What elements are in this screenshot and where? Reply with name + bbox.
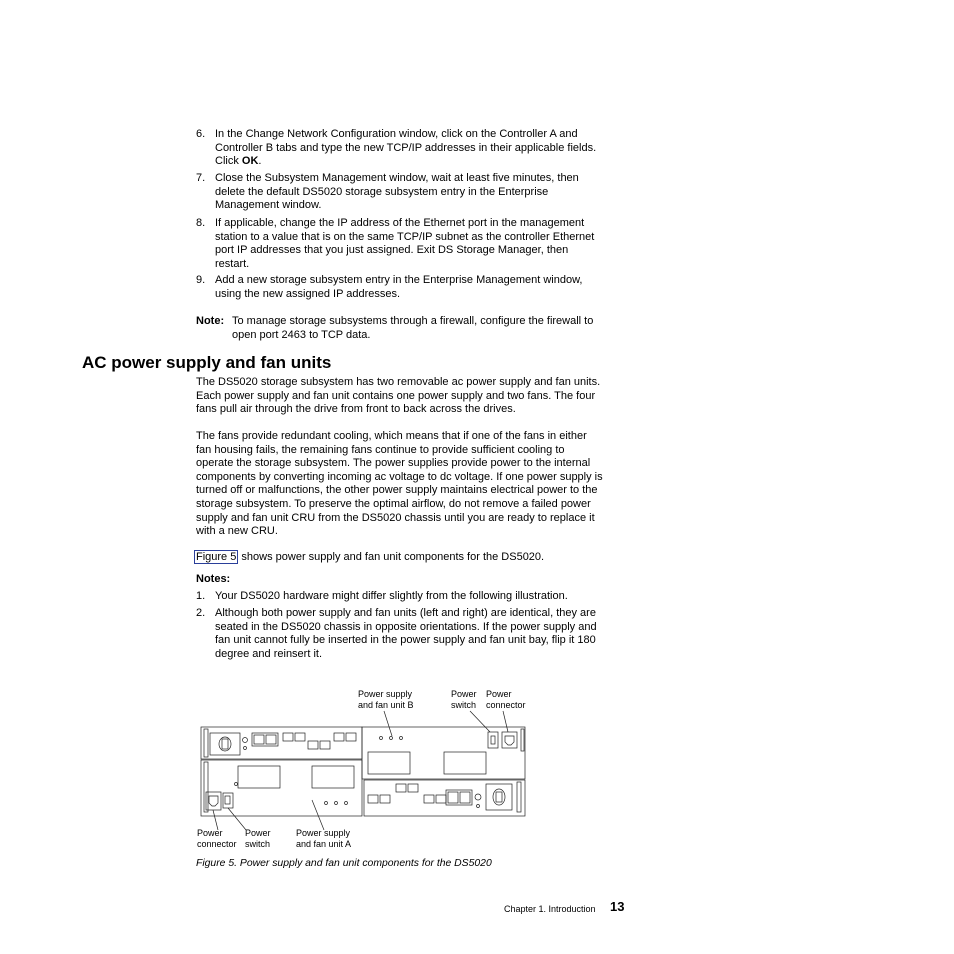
label-line: connector xyxy=(197,838,237,849)
label-psu-a xyxy=(296,828,351,849)
step-line: using the new assigned IP addresses. xyxy=(215,287,401,300)
para-line: components by converting incoming ac voltage to dc voltage. If one power supply is xyxy=(196,470,603,483)
para-line: The DS5020 storage subsystem has two removable ac power supply and fan units. xyxy=(196,376,601,388)
step-line: delete the default DS5020 storage subsystem entry in the Enterprise xyxy=(215,185,549,198)
notes-label: Notes: xyxy=(196,573,231,585)
paragraph-fans xyxy=(196,430,628,539)
step-line: restart. xyxy=(215,257,250,270)
note-line: To manage storage subsystems through a firewall, configure the firewall to xyxy=(232,315,594,327)
label-line: Power xyxy=(451,689,477,699)
page-number: 13 xyxy=(610,899,625,914)
note-line: fan unit cannot fully be inserted in the power supply and fan unit bay, flip it 180 xyxy=(215,634,596,647)
note-number: 1. xyxy=(196,590,206,602)
step-number: 6. xyxy=(196,128,206,140)
step-number: 8. xyxy=(196,217,206,229)
figure-reference xyxy=(196,551,628,565)
step-line: Management window. xyxy=(215,199,322,212)
ok-bold: OK xyxy=(241,155,259,168)
label-line: and fan unit A xyxy=(296,838,352,849)
figref-text: shows power supply and fan unit components for the DS5020. xyxy=(238,551,545,563)
footer-chapter: Chapter 1. Introduction xyxy=(504,904,596,914)
label-line: Power supply xyxy=(358,689,413,699)
figure-5-link[interactable]: Figure 5 xyxy=(196,551,237,563)
para-line: Each power supply and fan unit contains one power supply and two fans. The four xyxy=(196,389,596,402)
note-line: seated in the DS5020 chassis in opposite orientations. If the power supply and xyxy=(215,620,597,633)
step-line: station to a value that is on the same TCP/IP subnet as the controller Ethernet xyxy=(215,230,595,243)
step-number: 9. xyxy=(196,274,206,286)
step-line: If applicable, change the IP address of the Ethernet port in the management xyxy=(215,217,585,229)
label-line: Power xyxy=(245,828,271,838)
para-line: The fans provide redundant cooling, which means that if one of the fans in either xyxy=(196,430,587,442)
para-line: fans pull air through the drive from front to back across the drives. xyxy=(196,403,516,416)
label-line: Power xyxy=(486,689,512,699)
note-number: 2. xyxy=(196,607,206,619)
para-line: turned off or malfunctions, the other power supply maintains electrical power to the xyxy=(196,484,598,497)
note-line: Although both power supply and fan units (left and right) are identical, they are xyxy=(215,607,596,619)
step-line: In the Change Network Configuration window, click on the Controller A and xyxy=(215,128,578,140)
step-line: Controller B tabs and type the new TCP/IP addresses in their applicable fields. xyxy=(215,141,597,154)
label-line: switch xyxy=(245,838,271,849)
label-line: and fan unit B xyxy=(358,699,414,710)
label-line: Power supply xyxy=(296,828,351,838)
para-line: operate the storage subsystem. The power supplies provide power to the internal xyxy=(196,457,591,470)
step-line: port IP addresses that you just assigned. Exit DS Storage Manager, then xyxy=(215,244,569,257)
label-line: switch xyxy=(451,699,477,710)
figure-caption: Figure 5. Power supply and fan unit components for the DS5020 xyxy=(196,858,492,869)
note-line: Your DS5020 hardware might differ slightly from the following illustration. xyxy=(215,590,568,602)
note-line: degree and reinsert it. xyxy=(215,647,323,660)
step-line: Add a new storage subsystem entry in the Enterprise Management window, xyxy=(215,274,583,286)
step-line: Click xyxy=(215,155,242,168)
power-supply-diagram xyxy=(196,700,532,830)
para-line: supply and fan unit CRU from the DS5020 chassis until you are ready to replace it xyxy=(196,511,595,524)
note-label: Note: xyxy=(196,315,225,327)
label-line: Power xyxy=(197,828,223,838)
label-switch-a xyxy=(245,828,271,849)
para-line: storage subsystem. To preserve the optimal airflow, do not remove a failed power xyxy=(196,497,591,510)
step-number: 7. xyxy=(196,172,206,184)
label-connector-a xyxy=(197,828,237,849)
paragraph-intro xyxy=(196,376,628,417)
step-line: Close the Subsystem Management window, wait at least five minutes, then xyxy=(215,172,579,184)
step-tail: . xyxy=(258,155,262,168)
para-line: with a new CRU. xyxy=(196,525,278,538)
section-title: AC power supply and fan units xyxy=(82,353,332,372)
para-line: fan housing fails, the remaining fans continue to provide sufficient cooling to xyxy=(196,443,565,456)
note-line: open port 2463 to TCP data. xyxy=(232,328,371,341)
label-line: connector xyxy=(486,699,526,710)
